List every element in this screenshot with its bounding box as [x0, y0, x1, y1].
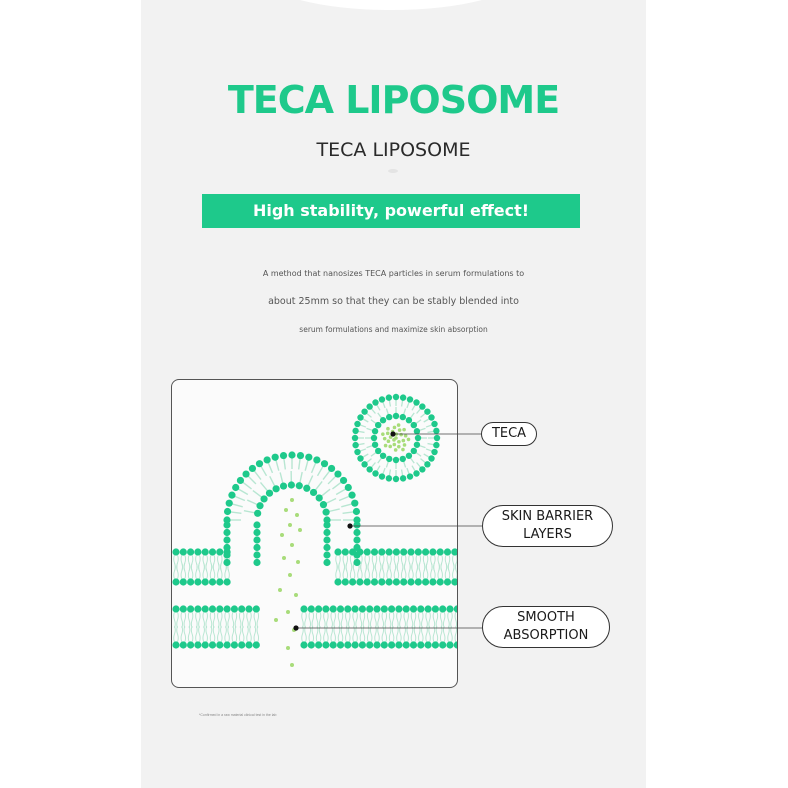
content-panel: [141, 0, 646, 788]
absorption-label-line-1: SMOOTH: [517, 610, 575, 625]
leader-lines: [293, 431, 482, 630]
callout-leaders: [141, 0, 646, 788]
description-line-2: about 25mm so that they can be stably blended into: [268, 296, 519, 307]
description-line-3: serum formulations and maximize skin absorption: [299, 325, 488, 334]
highlight-banner: High stability, powerful effect!: [202, 194, 580, 228]
skin-barrier-label: [482, 505, 613, 547]
teca-label: [481, 422, 537, 446]
smooth-absorption-label: [482, 606, 610, 648]
skin-barrier-label-line-2: LAYERS: [523, 527, 572, 542]
absorption-label-line-2: ABSORPTION: [503, 628, 589, 643]
skin-barrier-label-line-1: SKIN BARRIER: [501, 509, 594, 524]
description-line-1: A method that nanosizes TECA particles in serum formulations to: [262, 269, 525, 278]
teca-label-text: TECA: [491, 426, 527, 441]
page-subtitle: TECA LIPOSOME: [316, 139, 471, 161]
footnote: *Confirmed in a raw material clinical test in the lab: [199, 713, 277, 717]
page-title: TECA LIPOSOME: [227, 78, 560, 122]
